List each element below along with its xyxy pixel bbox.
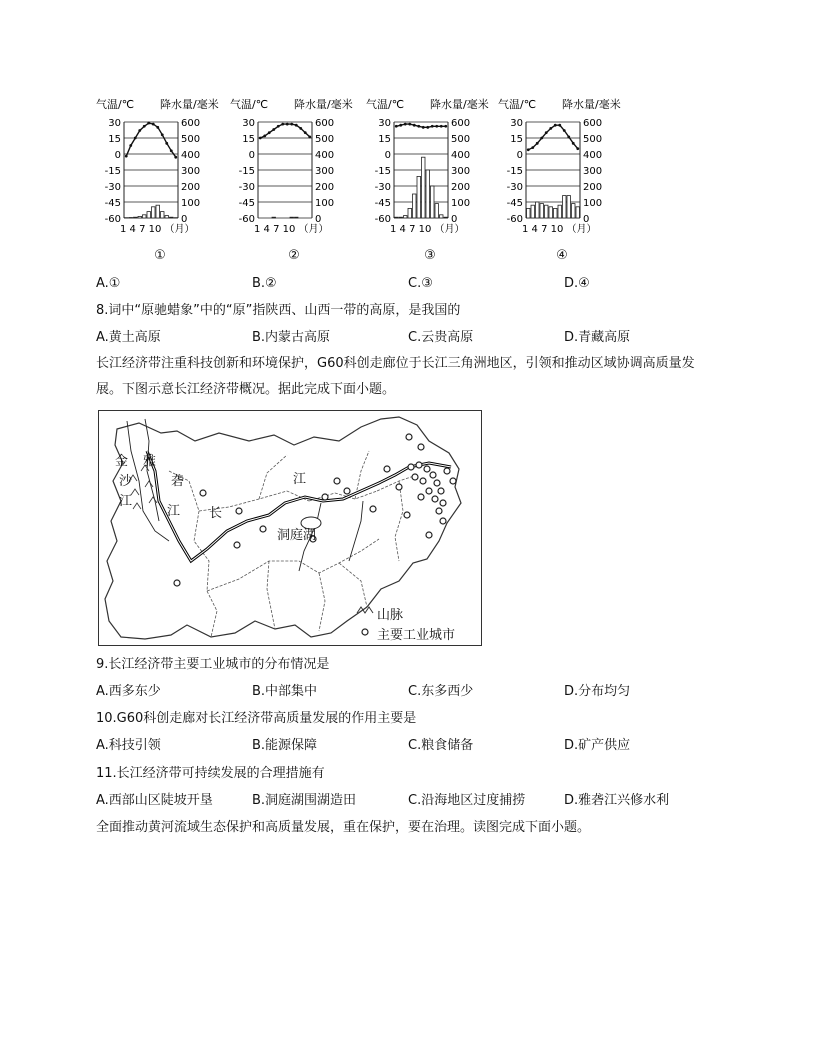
temp-tick: -60 (104, 214, 121, 225)
q9-option-b[interactable]: B.中部集中 (252, 684, 318, 699)
temp-axis-title: 气温/℃ (230, 98, 269, 111)
q7-option-b[interactable]: B.② (252, 276, 277, 291)
temp-point (286, 123, 289, 126)
precip-tick: 400 (181, 150, 201, 161)
temp-point (277, 125, 280, 128)
precip-tick: 200 (451, 182, 471, 193)
precip-bar (554, 208, 558, 218)
precip-tick: 100 (583, 198, 603, 209)
temp-tick: -15 (238, 166, 255, 177)
month-ticks: 1 4 7 10 （月） (522, 224, 597, 235)
q8-option-a[interactable]: A.黄土高原 (96, 330, 161, 345)
temp-point (554, 124, 557, 127)
precip-bar (138, 216, 142, 218)
temp-point (536, 142, 539, 145)
q11-stem: 11.长江经济带可持续发展的合理措施有 (96, 766, 325, 781)
precip-tick: 600 (583, 118, 603, 129)
temp-point (295, 124, 298, 127)
climate-chart-svg (94, 96, 224, 246)
temp-point (174, 156, 177, 159)
precip-bar (576, 207, 580, 218)
temp-point (572, 142, 575, 145)
chart-label: ④ (556, 248, 568, 263)
temp-point (299, 127, 302, 130)
temp-tick: -45 (374, 198, 391, 209)
temp-line (396, 124, 446, 127)
temp-tick: -30 (104, 182, 121, 193)
precip-bar (161, 212, 165, 218)
precip-bar (417, 176, 421, 218)
precip-bar (165, 216, 169, 218)
precip-bar (563, 196, 567, 218)
temp-point (413, 124, 416, 127)
precip-bar (444, 217, 448, 218)
temp-tick: -60 (374, 214, 391, 225)
temp-point (134, 137, 137, 140)
precip-axis-title: 降水量/毫米 (430, 98, 489, 111)
temp-tick: 30 (108, 118, 121, 129)
precip-tick: 100 (181, 198, 201, 209)
precip-axis-title: 降水量/毫米 (160, 98, 219, 111)
label-jiang: 江 (293, 472, 307, 487)
precip-bar (540, 204, 544, 218)
precip-bar (440, 215, 444, 218)
precip-tick: 500 (181, 134, 201, 145)
q7-option-c[interactable]: C.③ (408, 276, 433, 291)
temp-tick: -30 (238, 182, 255, 193)
q10-option-b[interactable]: B.能源保障 (252, 738, 318, 753)
q10-stem: 10.G60科创走廊对长江经济带高质量发展的作用主要是 (96, 711, 417, 726)
temp-point (152, 123, 155, 126)
temp-tick: 15 (510, 134, 523, 145)
label-yalong2: 砻 (171, 474, 185, 489)
temp-tick: 0 (114, 150, 121, 161)
precip-axis-title: 降水量/毫米 (294, 98, 353, 111)
precip-bar (536, 202, 540, 218)
temp-point (165, 142, 168, 145)
climate-chart-svg (496, 96, 626, 246)
temp-tick: 15 (378, 134, 391, 145)
temp-point (563, 129, 566, 132)
temp-point (268, 131, 271, 134)
label-dongting: 洞庭湖 (277, 528, 317, 543)
temp-point (527, 148, 530, 151)
q8-stem: 8.词中“原驰蜡象”中的“原”指陕西、山西一带的高原，是我国的 (96, 303, 461, 318)
label-yalong3: 江 (167, 504, 181, 519)
temp-point (435, 125, 438, 128)
yangtze-map (98, 410, 482, 646)
label-jinsha2: 沙 (119, 474, 133, 489)
precip-tick: 500 (315, 134, 335, 145)
month-ticks: 1 4 7 10 （月） (390, 224, 465, 235)
passage-yangtze: 长江经济带注重科技创新和环境保护，G60科创走廊位于长江三角洲地区，引领和推动区域协调高质量发展。下图示意长江经济带概况。据此完成下面小题。 (96, 356, 695, 397)
temp-point (444, 125, 447, 128)
temp-point (259, 137, 262, 140)
climate-charts (94, 96, 634, 266)
q10-option-a[interactable]: A.科技引领 (96, 738, 161, 753)
temp-tick: 15 (108, 134, 121, 145)
temp-point (395, 125, 398, 128)
precip-bar (147, 212, 151, 218)
climate-chart-svg (228, 96, 358, 246)
precip-tick: 500 (583, 134, 603, 145)
temp-point (170, 149, 173, 152)
temp-tick: -45 (506, 198, 523, 209)
temp-point (404, 123, 407, 126)
temp-point (138, 129, 141, 132)
mountain-symbols (129, 465, 157, 509)
temp-tick: -15 (506, 166, 523, 177)
temp-point (156, 126, 159, 129)
precip-bar (422, 157, 426, 218)
label-yalong: 雅 (143, 454, 157, 469)
temp-point (531, 146, 534, 149)
climate-chart-3 (364, 96, 494, 266)
precip-bar (435, 204, 439, 218)
precip-tick: 0 (451, 214, 458, 225)
climate-chart-svg (364, 96, 494, 246)
map-labels (115, 453, 316, 543)
precip-bar (156, 205, 160, 218)
temp-point (143, 125, 146, 128)
precip-bar (531, 205, 535, 218)
chart-label: ② (288, 248, 300, 263)
precip-tick: 0 (315, 214, 322, 225)
precip-bar (558, 205, 562, 218)
temp-point (558, 124, 561, 127)
precip-bar (170, 217, 174, 218)
precip-tick: 100 (315, 198, 335, 209)
temp-line (528, 125, 578, 150)
precip-tick: 0 (583, 214, 590, 225)
label-chang: 长 (209, 506, 223, 521)
temp-tick: -15 (104, 166, 121, 177)
legend-mountain: 山脉 (377, 608, 404, 623)
temp-tick: 15 (242, 134, 255, 145)
temp-point (281, 123, 284, 126)
month-ticks: 1 4 7 10 （月） (254, 224, 329, 235)
temp-point (399, 124, 402, 127)
temp-tick: 0 (248, 150, 255, 161)
precip-bar (408, 208, 412, 218)
precip-bar (134, 217, 138, 218)
precip-bar (272, 217, 276, 218)
temp-point (125, 155, 128, 158)
temp-tick: 0 (384, 150, 391, 161)
temp-tick: -60 (238, 214, 255, 225)
precip-bar (395, 217, 399, 218)
precip-tick: 600 (315, 118, 335, 129)
precip-tick: 300 (583, 166, 603, 177)
q11-option-c[interactable]: C.沿海地区过度捕捞 (408, 793, 526, 808)
temp-point (422, 126, 425, 129)
temp-point (263, 134, 266, 137)
q9-option-d[interactable]: D.分布均匀 (564, 684, 631, 699)
temp-point (129, 144, 132, 147)
temp-tick: -45 (104, 198, 121, 209)
temp-point (272, 128, 275, 131)
label-jinsha: 金 (115, 454, 129, 469)
temp-point (545, 131, 548, 134)
temp-tick: -30 (374, 182, 391, 193)
temp-point (431, 125, 434, 128)
precip-bar (404, 216, 408, 218)
precip-tick: 400 (451, 150, 471, 161)
temp-axis-title: 气温/℃ (366, 98, 405, 111)
precip-bar (413, 194, 417, 218)
precip-bar (549, 207, 553, 218)
q8-option-b[interactable]: B.内蒙古高原 (252, 330, 331, 345)
temp-point (147, 122, 150, 125)
temp-tick: -45 (238, 198, 255, 209)
precip-bar (545, 205, 549, 218)
temp-point (308, 136, 311, 139)
temp-line (126, 123, 176, 157)
temp-tick: 30 (378, 118, 391, 129)
q8-option-d[interactable]: D.青藏高原 (564, 330, 631, 345)
precip-bar (567, 196, 571, 218)
climate-chart-2 (228, 96, 358, 266)
precip-tick: 300 (451, 166, 471, 177)
climate-chart-4 (496, 96, 626, 266)
q11-option-a[interactable]: A.西部山区陡坡开垦 (96, 793, 213, 808)
temp-point (290, 123, 293, 126)
q11-option-b[interactable]: B.洞庭湖围湖造田 (252, 793, 357, 808)
precip-tick: 600 (451, 118, 471, 129)
temp-point (549, 127, 552, 130)
precip-tick: 400 (315, 150, 335, 161)
label-jinsha3: 江 (119, 494, 133, 509)
temp-point (408, 123, 411, 126)
temp-point (417, 125, 420, 128)
temp-point (576, 147, 579, 150)
chart-label: ① (154, 248, 166, 263)
precip-tick: 500 (451, 134, 471, 145)
temp-point (440, 125, 443, 128)
precip-tick: 300 (315, 166, 335, 177)
temp-tick: 30 (510, 118, 523, 129)
passage-yellow-river: 全面推动黄河流域生态保护和高质量发展，重在保护，要在治理。读图完成下面小题。 (96, 820, 591, 835)
q10-option-c[interactable]: C.粮食储备 (408, 738, 474, 753)
climate-chart-1 (94, 96, 224, 266)
temp-tick: -60 (506, 214, 523, 225)
q11-option-d[interactable]: D.雅砻江兴修水利 (564, 793, 670, 808)
temp-tick: 30 (242, 118, 255, 129)
map-svg (99, 411, 483, 647)
q9-option-a[interactable]: A.西多东少 (96, 684, 161, 699)
precip-bar (431, 186, 435, 218)
precip-bar (143, 215, 147, 218)
temp-axis-title: 气温/℃ (498, 98, 537, 111)
temp-point (540, 137, 543, 140)
precip-tick: 200 (181, 182, 201, 193)
temp-point (426, 126, 429, 129)
precip-bar (290, 217, 294, 218)
month-ticks: 1 4 7 10 （月） (120, 224, 195, 235)
q9-stem: 9.长江经济带主要工业城市的分布情况是 (96, 657, 330, 672)
precip-bar (527, 208, 531, 218)
precip-tick: 100 (451, 198, 471, 209)
precip-tick: 600 (181, 118, 201, 129)
temp-tick: 0 (516, 150, 523, 161)
precip-bar (426, 170, 430, 218)
q9-option-c[interactable]: C.东多西少 (408, 684, 474, 699)
precip-axis-title: 降水量/毫米 (562, 98, 621, 111)
chart-label: ③ (424, 248, 436, 263)
temp-tick: -30 (506, 182, 523, 193)
precip-tick: 400 (583, 150, 603, 161)
temp-tick: -15 (374, 166, 391, 177)
q10-option-d[interactable]: D.矿产供应 (564, 738, 631, 753)
temp-point (567, 136, 570, 139)
precip-tick: 0 (181, 214, 188, 225)
precip-bar (399, 217, 403, 218)
q8-option-c[interactable]: C.云贵高原 (408, 330, 474, 345)
temp-line (260, 124, 310, 138)
legend-city: 主要工业城市 (377, 628, 456, 643)
q7-option-a[interactable]: A.① (96, 276, 121, 291)
temp-point (161, 133, 164, 136)
q7-option-d[interactable]: D.④ (564, 276, 590, 291)
legend-city-icon (362, 629, 368, 635)
precip-tick: 300 (181, 166, 201, 177)
yangtze-river (147, 451, 451, 561)
precip-tick: 200 (583, 182, 603, 193)
precip-bar (572, 204, 576, 218)
precip-bar (295, 217, 299, 218)
temp-axis-title: 气温/℃ (96, 98, 135, 111)
precip-bar (152, 207, 156, 218)
precip-tick: 200 (315, 182, 335, 193)
temp-point (304, 131, 307, 134)
